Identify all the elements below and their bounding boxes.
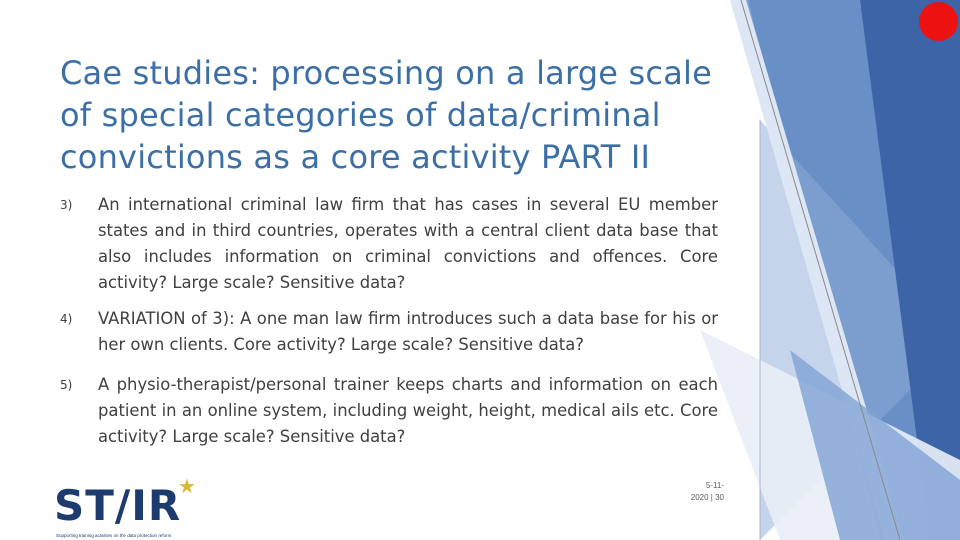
logo-tagline: Supporting training activities on the data protection reform	[56, 533, 172, 538]
list-item	[60, 306, 718, 358]
slide-title: Cae studies: processing on a large scale of special categories of data/criminal convictions as a core activity PART II	[60, 54, 712, 176]
footer-date-line2: 2020	[690, 493, 709, 502]
list-item	[60, 192, 718, 296]
item-text: An international criminal law firm that has cases in several EU member states and in third countries, operates with a central client data base that also includes information on criminal convictions and offences. Core activity? Large scale? Sensitive data?	[98, 195, 718, 292]
item-number: 4)	[60, 312, 73, 326]
footer-separator: |	[710, 493, 713, 502]
list-item	[60, 372, 718, 450]
page-number: 30	[715, 493, 724, 502]
item-text: VARIATION of 3): A one man law firm introduces such a data base for his or her own clients. Core activity? Large scale? Sensitive data?	[98, 309, 718, 354]
record-indicator-icon	[919, 2, 958, 41]
slide-footer	[691, 480, 724, 504]
stair-logo	[52, 476, 212, 540]
star-icon: ★	[178, 474, 196, 498]
footer-date-pagenum	[691, 492, 724, 504]
case-list	[60, 192, 718, 450]
item-number: 5)	[60, 378, 73, 392]
footer-date-line1: 5-11-	[705, 481, 724, 490]
item-text: A physio-therapist/personal trainer keeps charts and information on each patient in an online system, including weight, height, medical ails etc. Core activity? Large scale? Sensitive data?	[98, 375, 718, 446]
logo-wordmark: ST∕IR	[54, 481, 182, 530]
item-number: 3)	[60, 198, 73, 212]
